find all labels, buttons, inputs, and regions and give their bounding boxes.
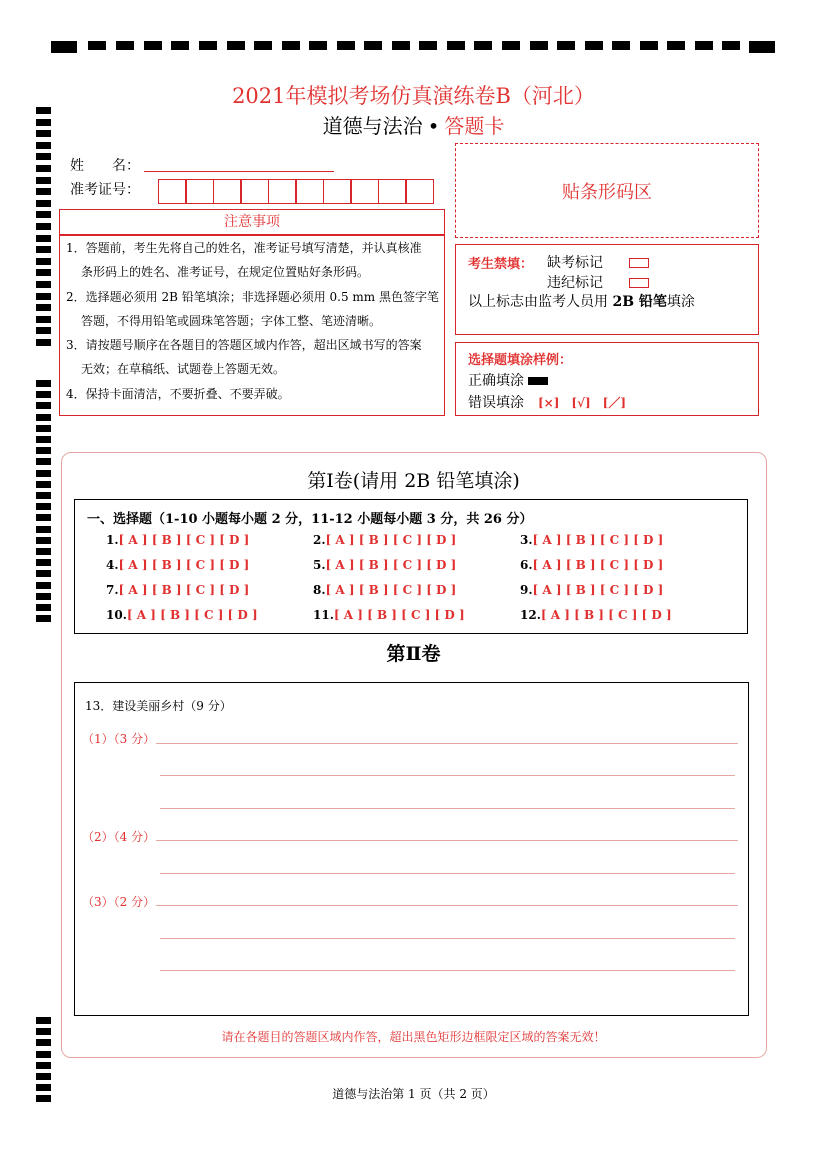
correct-fill-row [468, 370, 548, 390]
answer-options[interactable]: [ A ] [ B ] [ C ] [ D ] [325, 558, 457, 572]
timing-mark [36, 177, 51, 184]
timing-mark [227, 41, 245, 50]
timing-mark [502, 41, 520, 50]
notice-item-continuation: 条形码上的姓名、准考证号，在规定位置贴好条形码。 [81, 265, 370, 279]
exam-id-digit-box[interactable] [158, 179, 186, 204]
answer-options[interactable]: [ A ] [ B ] [ C ] [ D ] [325, 583, 457, 597]
timing-mark [36, 142, 51, 149]
notice-item-continuation: 无效；在草稿纸、试题卷上答题无效。 [81, 362, 286, 376]
answer-line[interactable] [160, 970, 735, 971]
timing-mark [36, 304, 51, 311]
timing-mark [36, 235, 51, 242]
timing-mark [474, 41, 492, 50]
answer-line[interactable] [156, 905, 738, 906]
question-number: 6. [520, 558, 533, 572]
answer-options[interactable]: [ A ] [ B ] [ C ] [ D ] [118, 583, 250, 597]
page-footer: 道德与法治第 1 页（共 2 页） [332, 1087, 495, 1101]
timing-mark [36, 604, 51, 611]
barcode-label: 贴条形码区 [562, 182, 652, 203]
exam-id-digit-box[interactable] [186, 179, 214, 204]
timing-mark [36, 327, 51, 334]
timing-mark [36, 414, 51, 421]
timing-mark [36, 246, 51, 253]
timing-mark [36, 339, 51, 346]
timing-mark [36, 1073, 51, 1080]
timing-mark [722, 41, 740, 50]
sub-question-label: （3）（2 分） [82, 895, 156, 909]
absent-mark-box[interactable] [629, 258, 649, 268]
exam-title: 2021年模拟考场仿真演练卷B（河北） [232, 84, 595, 108]
fill-sample-box [455, 342, 759, 416]
timing-mark [116, 41, 134, 50]
timing-mark [36, 582, 51, 589]
section-title: 一、选择题（1-10 小题每小题 2 分，11-12 小题每小题 3 分，共 26 分） [87, 512, 533, 527]
timing-mark [585, 41, 603, 50]
timing-mark [612, 41, 630, 50]
name-input-line[interactable] [144, 171, 334, 172]
choice-question-11[interactable] [313, 608, 465, 622]
title-separator: • [427, 114, 440, 138]
timing-mark [36, 615, 51, 622]
sub-question-label: （2）（4 分） [82, 830, 156, 844]
choice-question-8[interactable] [313, 583, 456, 597]
timing-mark [36, 391, 51, 398]
timing-mark [36, 537, 51, 544]
notice-item [66, 236, 441, 284]
notice-item [66, 382, 441, 406]
answer-line[interactable] [160, 808, 735, 809]
timing-mark [419, 41, 437, 50]
timing-mark [749, 41, 775, 53]
absent-mark-label: 缺考标记 [547, 255, 603, 271]
absent-mark-row [547, 252, 649, 272]
wrong-fill-row [468, 392, 626, 412]
choice-question-3[interactable] [520, 533, 663, 547]
question-13-box [74, 682, 749, 1016]
choice-question-7[interactable] [106, 583, 249, 597]
choice-question-6[interactable] [520, 558, 663, 572]
prohibited-note-bold: 2B 铅笔 [612, 294, 667, 310]
notice-title-box [59, 209, 445, 235]
part1-title: 第Ⅰ卷(请用 2B 铅笔填涂) [307, 470, 520, 492]
timing-mark [36, 514, 51, 521]
timing-mark [36, 436, 51, 443]
notice-item-line: 1．答题前，考生先将自己的姓名，准考证号填写清楚，并认真核准 [66, 241, 422, 255]
timing-mark [36, 425, 51, 432]
subject-heading [0, 110, 827, 139]
timing-mark [36, 1017, 51, 1024]
timing-mark [144, 41, 162, 50]
notice-item-continuation: 答题，不得用铅笔或圆珠笔答题；字体工整、笔迹清晰。 [81, 314, 382, 328]
timing-mark [309, 41, 327, 50]
timing-mark [36, 223, 51, 230]
choice-question-5[interactable] [313, 558, 456, 572]
exam-id-digit-box[interactable] [378, 179, 406, 204]
question-number: 10. [106, 608, 127, 622]
question-number: 1. [106, 533, 119, 547]
card-name: 答题卡 [444, 114, 505, 138]
timing-mark [36, 1062, 51, 1069]
exam-id-digit-box[interactable] [213, 179, 241, 204]
timing-mark [36, 380, 51, 387]
timing-mark [88, 41, 106, 50]
timing-mark [36, 559, 51, 566]
correct-fill-label: 正确填涂 [468, 373, 524, 389]
question-number: 11. [313, 608, 334, 622]
answer-options[interactable]: [ A ] [ B ] [ C ] [ D ] [325, 533, 457, 547]
violation-mark-box[interactable] [629, 278, 649, 288]
id-label: 准考证号： [70, 182, 140, 198]
question-number: 12. [520, 608, 541, 622]
timing-mark [36, 293, 51, 300]
timing-mark [557, 41, 575, 50]
question-number: 2. [313, 533, 326, 547]
timing-mark [364, 41, 382, 50]
choice-question-12[interactable] [520, 608, 672, 622]
exam-id-digit-box[interactable] [406, 179, 434, 204]
timing-mark [36, 188, 51, 195]
answer-line[interactable] [160, 938, 735, 939]
answer-options[interactable]: [ A ] [ B ] [ C ] [ D ] [540, 608, 672, 622]
timing-mark [36, 281, 51, 288]
barcode-area [455, 143, 759, 238]
prohibited-title: 考生禁填： [468, 257, 534, 272]
exam-id-digit-box[interactable] [268, 179, 296, 204]
timing-mark [447, 41, 465, 50]
timing-mark [254, 41, 272, 50]
answer-line[interactable] [160, 873, 735, 874]
timing-mark [36, 153, 51, 160]
part2-title: 第Ⅱ卷 [386, 643, 441, 665]
sub-question-label: （1）（3 分） [82, 732, 156, 746]
timing-mark [36, 503, 51, 510]
question-number: 8. [313, 583, 326, 597]
wrong-fill-label: 错误填涂 [468, 395, 524, 411]
prohibited-box [455, 244, 759, 335]
answer-options[interactable]: [ A ] [ B ] [ C ] [ D ] [118, 533, 250, 547]
timing-mark [36, 458, 51, 465]
timing-mark [36, 548, 51, 555]
notice-item-line: 4．保持卡面清洁，不要折叠、不要弄破。 [66, 387, 290, 401]
exam-id-digit-box[interactable] [323, 179, 351, 204]
timing-mark [36, 316, 51, 323]
timing-mark [640, 41, 658, 50]
violation-mark-label: 违纪标记 [547, 275, 603, 291]
timing-mark [171, 41, 189, 50]
prohibited-note-prefix: 以上标志由监考人员用 [468, 294, 613, 310]
question-number: 7. [106, 583, 119, 597]
choice-question-4[interactable] [106, 558, 249, 572]
notice-item [66, 285, 441, 333]
answer-options[interactable]: [ A ] [ B ] [ C ] [ D ] [118, 558, 250, 572]
timing-mark [36, 1051, 51, 1058]
timing-mark [392, 41, 410, 50]
choice-question-2[interactable] [313, 533, 456, 547]
exam-id-digit-box[interactable] [241, 179, 269, 204]
notice-item-line: 3．请按题号顺序在各题目的答题区域内作答，超出区域书写的答案 [66, 338, 422, 352]
wrong-fill-marks: [×] [√] [／] [538, 396, 627, 410]
prohibited-note-suffix: 填涂 [666, 294, 695, 310]
timing-mark [337, 41, 355, 50]
timing-mark [36, 402, 51, 409]
answer-line[interactable] [156, 743, 738, 744]
timing-mark [282, 41, 300, 50]
timing-mark [36, 165, 51, 172]
notice-item [66, 333, 441, 381]
timing-mark [36, 258, 51, 265]
timing-mark [36, 593, 51, 600]
answer-options[interactable]: [ A ] [ B ] [ C ] [ D ] [126, 608, 258, 622]
notice-item-line: 2．选择题必须用 2B 铅笔填涂；非选择题必须用 0.5 mm 黑色签字笔 [66, 290, 440, 304]
timing-mark [667, 41, 685, 50]
answer-options[interactable]: [ A ] [ B ] [ C ] [ D ] [532, 583, 664, 597]
subject-name: 道德与法治 [322, 114, 423, 138]
question-number: 5. [313, 558, 326, 572]
timing-mark [36, 200, 51, 207]
answer-line[interactable] [156, 840, 738, 841]
answer-area-warning: 请在各题目的答题区域内作答，超出黑色矩形边框限定区域的答案无效！ [221, 1030, 606, 1044]
answer-options[interactable]: [ A ] [ B ] [ C ] [ D ] [532, 558, 664, 572]
timing-mark [51, 41, 77, 53]
prohibited-note [468, 291, 695, 311]
timing-mark [36, 526, 51, 533]
answer-options[interactable]: [ A ] [ B ] [ C ] [ D ] [333, 608, 465, 622]
timing-mark [199, 41, 217, 50]
timing-mark [36, 269, 51, 276]
exam-id-digit-box[interactable] [296, 179, 324, 204]
choice-question-9[interactable] [520, 583, 663, 597]
question-number: 3. [520, 533, 533, 547]
filled-mark-icon [528, 377, 548, 385]
violation-mark-row [547, 272, 649, 292]
choice-question-10[interactable] [106, 608, 258, 622]
question-number: 4. [106, 558, 119, 572]
answer-line[interactable] [160, 775, 735, 776]
timing-mark [36, 211, 51, 218]
name-label: 姓 名： [70, 158, 140, 174]
exam-id-digit-box[interactable] [351, 179, 379, 204]
choice-question-1[interactable] [106, 533, 249, 547]
timing-mark [695, 41, 713, 50]
timing-mark [36, 570, 51, 577]
timing-mark [530, 41, 548, 50]
answer-options[interactable]: [ A ] [ B ] [ C ] [ D ] [532, 533, 664, 547]
fill-sample-title: 选择题填涂样例： [468, 353, 573, 368]
timing-mark [36, 447, 51, 454]
notice-title: 注意事项 [224, 214, 280, 230]
timing-mark [36, 492, 51, 499]
question-13-title: 13．建设美丽乡村（9 分） [85, 699, 232, 713]
question-number: 9. [520, 583, 533, 597]
